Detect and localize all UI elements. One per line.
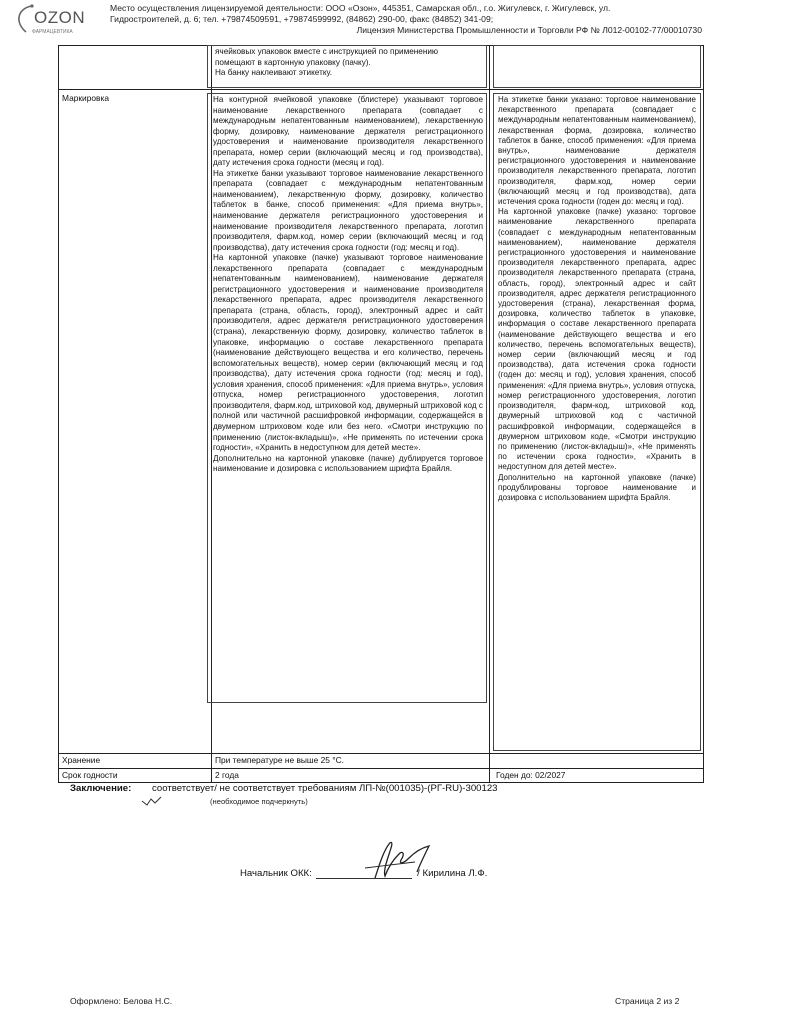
inner-frame-top-right bbox=[493, 45, 701, 88]
header-line-1: Место осуществления лицензируемой деятельности: ООО «Озон», 445351, Самарская обл., г.о. Жигулевск, г. Жигулевск, ул. bbox=[110, 3, 611, 13]
conclusion-text: соответствует/ не соответствует требованиям ЛП-№(001035)-(РГ-RU)-300123 bbox=[152, 783, 498, 794]
marking-result-paragraph: На картонной упаковке (пачке) указано: торговое наименование лекарственного препарата (совпадает с международным непатентованным наименованием), наименование держателя регистрационного удостоверения и наименование производителя лекарственного препарата, адрес производителя лекарственного препарата (страна, область, город), электронный адрес и сайт производителя, адрес держателя регистрационного удостоверения (страна), лекарственная форма, дозировка, количество таблеток в упаковке, информация о составе лекарственного препарата (наименование действующего вещества и его количество, перечень вспомогательных веществ), номер серии (включающий месяц и год производства), дата истечения срока годности (годен до: месяц и год), условия хранения, способ применения: «Для приема внутрь», условия отпуска, номер регистрационного удостоверения, логотип производителя, фарм-код, штриховой код, двумерный штриховой код с частичной расшифровкой информации, содержащейся в двумерном штриховом коде, «Смотри инструкцию по применению (листок-вкладыш)», «Не применять по истечении срока годности», «Хранить в недоступном для детей месте». bbox=[498, 207, 696, 472]
header-line-2: Гидростроителей, д. 6; тел. +79874509591, +79874599992, (84862) 290-00, факс (84852) 341-09; bbox=[110, 14, 494, 24]
footer-prepared-by: Оформлено: Белова Н.С. bbox=[70, 996, 173, 1006]
marking-requirement-paragraph: На картонной упаковке (пачке) указывают торговое наименование лекарственного препарата (совпадает с международным непатентованным наименованием), наименование держателя регистрационного удостоверения и наименование производителя лекарственного препарата, адрес производителя лекарственного препарата (страна, область, город), электронный адрес и сайт производителя, адрес держателя регистрационного удостоверения (страна), лекарственную форму, дозировку, количество таблеток в упаковке, информацию о составе лекарственного препарата (наименование действующего вещества и его количество, перечень вспомогательных веществ), номер серии (включающий месяц и год производства), дату истечения срока годности (год: месяц и год), условия хранения, способ применения: «Для приема внутрь», условия отпуска, номер регистрационного удостоверения, логотип производителя, фарм.код, штриховой код, двумерный штриховой код с полной или частичной расшифровкой информации, содержащейся в двумерном штриховом коде или без него. «Смотри инструкцию по применению (листок-вкладыш)», «Не применять по истечении срока годности», «Хранить в недоступном для детей месте». bbox=[213, 253, 483, 453]
signature-blank bbox=[316, 868, 412, 879]
continuation-line: На банку наклеивают этикетку. bbox=[215, 68, 333, 77]
signature-title: Начальник ОКК: bbox=[240, 868, 312, 879]
conclusion bbox=[70, 783, 498, 794]
header-license: Лицензия Министерства Промышленности и Торговли РФ № Л012-00102-77/00010730 bbox=[356, 25, 702, 35]
shelf-life-result: Годен до: 02/2027 bbox=[496, 770, 566, 780]
row-divider-3 bbox=[59, 768, 703, 769]
marking-requirement-paragraph: Дополнительно на картонной упаковке (пачке) дублируется торговое наименование и дозировка с использованием шрифта Брайля. bbox=[213, 453, 483, 474]
logo-brand: OZON bbox=[34, 8, 86, 27]
marking-results bbox=[498, 95, 696, 747]
handwritten-mark-icon bbox=[141, 795, 163, 807]
conclusion-label: Заключение: bbox=[70, 783, 132, 794]
shelf-life-requirement: 2 года bbox=[215, 770, 239, 780]
company-logo bbox=[10, 2, 100, 42]
marking-requirement-paragraph: На контурной ячейковой упаковке (блистере) указывают торговое наименование лекарственного препарата (совпадает с международным непатентованным наименованием), лекарственную форму, дозировку, наименование держателя регистрационного удостоверения и наименование производителя лекарственного препарата, номер серии (включающий месяц и год производства), дату истечения срока годности (месяц и год). bbox=[213, 95, 483, 168]
table-divider-2 bbox=[489, 46, 490, 782]
document-header bbox=[110, 3, 710, 36]
signature-name: / Кирилина Л.Ф. bbox=[417, 868, 488, 879]
storage-label: Хранение bbox=[62, 755, 101, 765]
conclusion-note: (необходимое подчеркнуть) bbox=[210, 797, 308, 806]
logo-tagline: ФАРМАЦЕВТИКА bbox=[32, 29, 73, 35]
shelf-life-label: Срок годности bbox=[62, 770, 118, 780]
continuation-line: ячейковых упаковок вместе с инструкцией по применению bbox=[215, 47, 439, 56]
storage-requirement: При температуре не выше 25 °С. bbox=[215, 755, 344, 765]
marking-label: Маркировка bbox=[62, 93, 109, 103]
marking-result-paragraph: Дополнительно на картонной упаковке (пачке) продублированы торговое наименование и дозировка с использованием шрифта Брайля. bbox=[498, 472, 696, 502]
continuation-line: помещают в картонную упаковку (пачку). bbox=[215, 57, 371, 67]
packaging-continuation bbox=[215, 47, 483, 88]
row-divider-1 bbox=[59, 89, 703, 90]
marking-requirements bbox=[213, 95, 483, 699]
row-divider-2 bbox=[59, 753, 703, 754]
marking-result-paragraph: На этикетке банки указано: торговое наименование лекарственного препарата (совпадает с международным непатентованным наименованием), лекарственная форма, дозировка, количество таблеток в банке, способ применения: «Для приема внутрь», наименование держателя регистрационного удостоверения и наименование производителя лекарственного препарата, логотип производителя, фарм.код, номер серии (включающий месяц и год производства), дата истечения срока годности (годен до: месяц и год). bbox=[498, 95, 696, 207]
signature-line bbox=[240, 868, 487, 879]
footer-page-number: Страница 2 из 2 bbox=[615, 996, 680, 1006]
marking-requirement-paragraph: На этикетке банки указывают торговое наименование лекарственного препарата (совпадает с международным непатентованным наименованием), лекарственную форму, дозировку, количество таблеток в банке, способ применения: «Для приема внутрь», наименование держателя регистрационного удостоверения и наименование производителя лекарственного препарата, логотип производителя, фарм.код, номер серии (включающий месяц и год производства), дату истечения срока годности (год: месяц и год). bbox=[213, 168, 483, 252]
specification-table bbox=[58, 45, 704, 783]
